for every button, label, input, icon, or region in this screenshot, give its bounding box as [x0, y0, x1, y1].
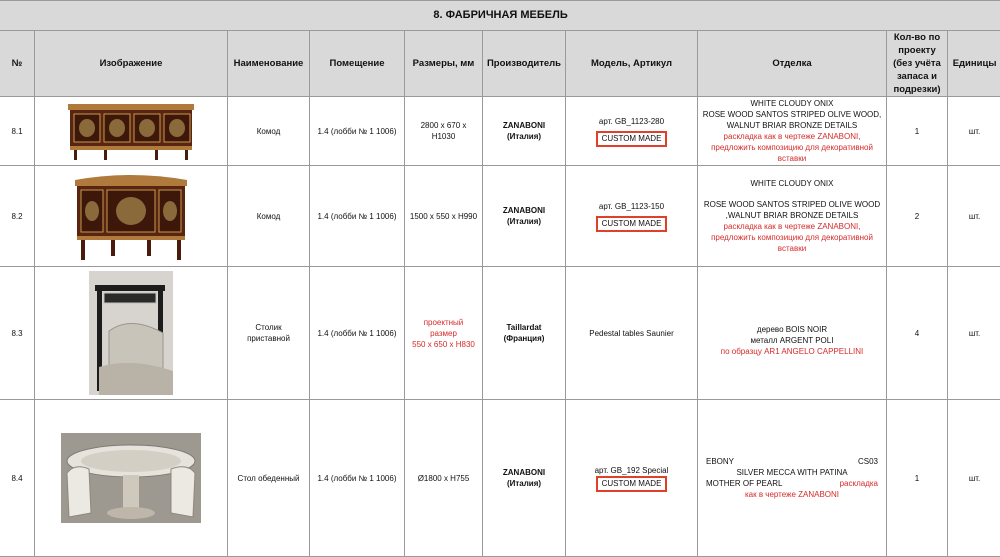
manufacturer-country: (Франция) [503, 334, 545, 343]
finish-line: ROSE WOOD SANTOS STRIPED OLIVE WOOD [703, 200, 881, 209]
row-dimensions: 1500 x 550 x H990 [405, 166, 483, 267]
side-table-photo [89, 271, 173, 395]
row-name: Комод [228, 97, 310, 166]
row-manufacturer [483, 267, 566, 400]
table-row [0, 400, 1000, 557]
table-row [0, 97, 1000, 166]
custom-made-badge: CUSTOM MADE [596, 131, 668, 147]
column-header-unit: Единицы [948, 31, 1000, 97]
article-number: арт. GB_1123-280 [598, 116, 665, 126]
row-image [35, 166, 228, 267]
qty-header-line: (без учёта [893, 58, 941, 69]
finish-line: ,WALNUT BRIAR BRONZE DETAILS [725, 211, 859, 220]
qty-header-line: подрезки) [893, 84, 941, 95]
finish-note: как в чертеже ZANABONI [744, 490, 840, 499]
section-title: 8. ФАБРИЧНАЯ МЕБЕЛЬ [0, 1, 1000, 31]
row-qty: 1 [887, 400, 948, 557]
column-header-room: Помещение [310, 31, 405, 97]
finish-note: раскладка [839, 479, 878, 488]
dimensions-line: 550 x 650 x H830 [412, 339, 475, 349]
finish-line: WHITE CLOUDY ONIX [750, 99, 834, 108]
row-num: 8.4 [0, 400, 35, 557]
name-line: приставной [247, 334, 290, 343]
dimensions-line: 2800 x 670 x [420, 121, 467, 130]
row-dimensions: Ø1800 x H755 [405, 400, 483, 557]
dimensions-line: размер [430, 328, 457, 338]
name-line: Столик [255, 323, 282, 332]
custom-made-badge: CUSTOM MADE [596, 216, 668, 232]
row-manufacturer [483, 166, 566, 267]
finish-note: предложить композицию для декоративной [711, 233, 873, 242]
finish-note: по образцу AR1 ANGELO CAPPELLINI [720, 346, 864, 356]
row-dimensions [405, 97, 483, 166]
manufacturer-name: Taillardat [506, 323, 542, 332]
column-header-finish: Отделка [698, 31, 887, 97]
column-header-qty [887, 31, 948, 97]
article-number: арт. GB_1123-150 [598, 201, 665, 211]
row-num: 8.1 [0, 97, 35, 166]
row-unit: шт. [948, 400, 1000, 557]
sideboard-commode-photo [66, 100, 196, 162]
row-image [35, 400, 228, 557]
column-header-num: № [0, 31, 35, 97]
demilune-commode-photo [71, 170, 191, 262]
finish-line: MOTHER OF PEARL [706, 479, 783, 488]
row-qty: 1 [887, 97, 948, 166]
manufacturer-country: (Италия) [506, 217, 542, 226]
finish-line: WHITE CLOUDY ONIX [750, 179, 834, 188]
article-number: арт. GB_192 Special [594, 465, 669, 475]
row-room: 1.4 (лобби № 1 1006) [310, 97, 405, 166]
manufacturer-name: ZANABONI [502, 468, 546, 477]
manufacturer-country: (Италия) [506, 132, 542, 141]
finish-note: раскладка как в чертеже ZANABONI, [723, 132, 861, 141]
qty-header-line: запаса и [896, 71, 938, 82]
finish-note: вставки [777, 244, 807, 253]
row-qty: 2 [887, 166, 948, 267]
custom-made-badge: CUSTOM MADE [596, 476, 668, 492]
manufacturer-name: ZANABONI [502, 206, 546, 215]
row-room: 1.4 (лобби № 1 1006) [310, 400, 405, 557]
row-model [566, 400, 698, 557]
dimensions-line: H1030 [431, 132, 456, 141]
row-finish [698, 267, 887, 400]
finish-line: ROSE WOOD SANTOS STRIPED OLIVE WOOD, [702, 110, 882, 119]
column-header-name: Наименование [228, 31, 310, 97]
finish-code: CS03 [857, 457, 878, 466]
table-row [0, 267, 1000, 400]
column-header-model: Модель, Артикул [566, 31, 698, 97]
row-name: Комод [228, 166, 310, 267]
row-qty: 4 [887, 267, 948, 400]
row-unit: шт. [948, 97, 1000, 166]
finish-line: металл ARGENT POLI [750, 335, 834, 345]
row-finish [698, 97, 887, 166]
row-name [228, 267, 310, 400]
column-header-dimensions: Размеры, мм [405, 31, 483, 97]
dining-table-photo [61, 433, 201, 523]
row-model: Pedestal tables Saunier [566, 267, 698, 400]
row-num: 8.3 [0, 267, 35, 400]
row-image [35, 267, 228, 400]
qty-header-line: проекту [898, 45, 936, 56]
finish-line: EBONY [706, 457, 735, 466]
row-model [566, 166, 698, 267]
dimensions-line: проектный [423, 317, 464, 327]
row-name: Стол обеденный [228, 400, 310, 557]
column-header-image: Изображение [35, 31, 228, 97]
row-image [35, 97, 228, 166]
row-finish [698, 166, 887, 267]
finish-note: раскладка как в чертеже ZANABONI, [723, 222, 861, 231]
finish-line: дерево BOIS NOIR [756, 324, 828, 334]
finish-line: SILVER MECCA WITH PATINA [736, 468, 848, 477]
row-manufacturer [483, 97, 566, 166]
table-row [0, 166, 1000, 267]
row-dimensions [405, 267, 483, 400]
row-model [566, 97, 698, 166]
qty-header-line: Кол-во по [893, 32, 941, 43]
finish-line: WALNUT BRIAR BRONZE DETAILS [726, 121, 858, 130]
finish-note: вставки [777, 154, 807, 163]
row-finish [698, 400, 887, 557]
manufacturer-country: (Италия) [506, 479, 542, 488]
row-unit: шт. [948, 166, 1000, 267]
row-unit: шт. [948, 267, 1000, 400]
row-room: 1.4 (лобби № 1 1006) [310, 267, 405, 400]
row-manufacturer [483, 400, 566, 557]
manufacturer-name: ZANABONI [502, 121, 546, 130]
row-room: 1.4 (лобби № 1 1006) [310, 166, 405, 267]
column-header-manufacturer: Производитель [483, 31, 566, 97]
finish-note: предложить композицию для декоративной [711, 143, 873, 152]
row-num: 8.2 [0, 166, 35, 267]
